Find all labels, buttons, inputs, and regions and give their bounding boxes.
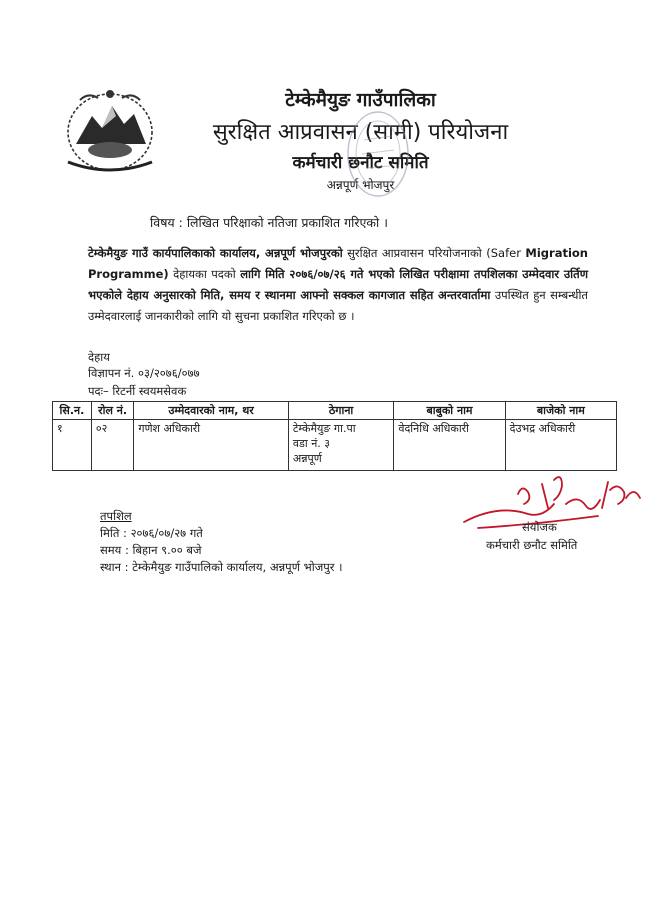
cell-sn: १ <box>53 420 92 471</box>
project-title: सुरक्षित आप्रवासन (सामी) परियोजना <box>212 120 509 145</box>
th-roll: रोल नं. <box>91 402 134 420</box>
schedule-heading: तपशिल <box>100 509 132 523</box>
schedule-date: मिति : २०७६/०७/२७ गते <box>100 526 203 540</box>
th-grandfather: बाजेको नाम <box>505 402 616 420</box>
cell-name: गणेश अधिकारी <box>134 420 288 471</box>
committee-title: कर्मचारी छनौट समिति <box>292 153 429 173</box>
signatory-committee: कर्मचारी छनौट समिति <box>486 538 578 552</box>
schedule-block <box>100 508 343 576</box>
address-line-3: अन्नपूर्ण <box>292 452 322 465</box>
address-line-1: टेम्केमैयुङ गा.पा <box>292 422 356 435</box>
th-father: बाबुको नाम <box>394 402 505 420</box>
th-address: ठेगाना <box>288 402 393 420</box>
cell-father: वेदनिधि अधिकारी <box>394 420 505 471</box>
post-name: पदः– रिटर्नी स्वयमसेवक <box>88 384 187 398</box>
address-line: अन्नपूर्ण भोजपुर <box>326 178 395 192</box>
result-table <box>52 401 617 471</box>
body-exam-detail: लागि मिति २०७६/०७/२६ गते भएको लिखित परीक्षामा तपशिलका उम्मेदवार उर्तिण भएकोले देहाय अनुसारको मिति, समय र स्थानमा आफ्नो सक्कल कागजात सहित अन्तरवार्तामा <box>88 267 589 302</box>
cell-roll: ०२ <box>91 420 134 471</box>
notice-body <box>88 243 588 327</box>
body-closing: उपस्थित हुन सम्बन्धीत उम्मेदवारलाई जानकारीको लागि यो सुचना प्रकाशित गरिएको छ । <box>88 288 588 323</box>
org-title: टेम्केमैयुङ गाउँपालिका <box>285 89 436 111</box>
th-sn: सि.न. <box>53 402 92 420</box>
table-header-row <box>53 402 617 420</box>
office-stamp-icon <box>336 100 416 208</box>
notice-subject: विषय : लिखित परिक्षाको नतिजा प्रकाशित गरिएको । <box>150 215 388 230</box>
body-programme: Migration Programme) <box>88 246 588 281</box>
signatory-role: संयोजक <box>522 520 557 534</box>
body-project: सुरक्षित आप्रवासन परियोजनाको (Safer <box>342 246 526 260</box>
th-name: उम्मेदवारको नाम, थर <box>134 402 288 420</box>
address-line-2: वडा नं. ३ <box>292 437 331 450</box>
annex-label: देहाय <box>88 350 110 364</box>
body-office: टेम्केमैयुङ गाउँ कार्यपालिकाको कार्यालय, अन्नपूर्ण भोजपुरको <box>88 246 343 260</box>
advertisement-number: विज्ञापन नं. ०३/२०७६/०७७ <box>88 366 200 380</box>
body-post: देहायका पदको <box>168 267 241 281</box>
schedule-place: स्थान : टेम्केमैयुङ गाउँपालिको कार्यालय, अन्नपूर्ण भोजपुर । <box>100 560 343 574</box>
cell-address <box>288 420 393 471</box>
schedule-time: समय : बिहान ९.०० बजे <box>100 543 202 557</box>
cell-grandfather: देउभद्र अधिकारी <box>505 420 616 471</box>
table-row <box>53 420 617 471</box>
